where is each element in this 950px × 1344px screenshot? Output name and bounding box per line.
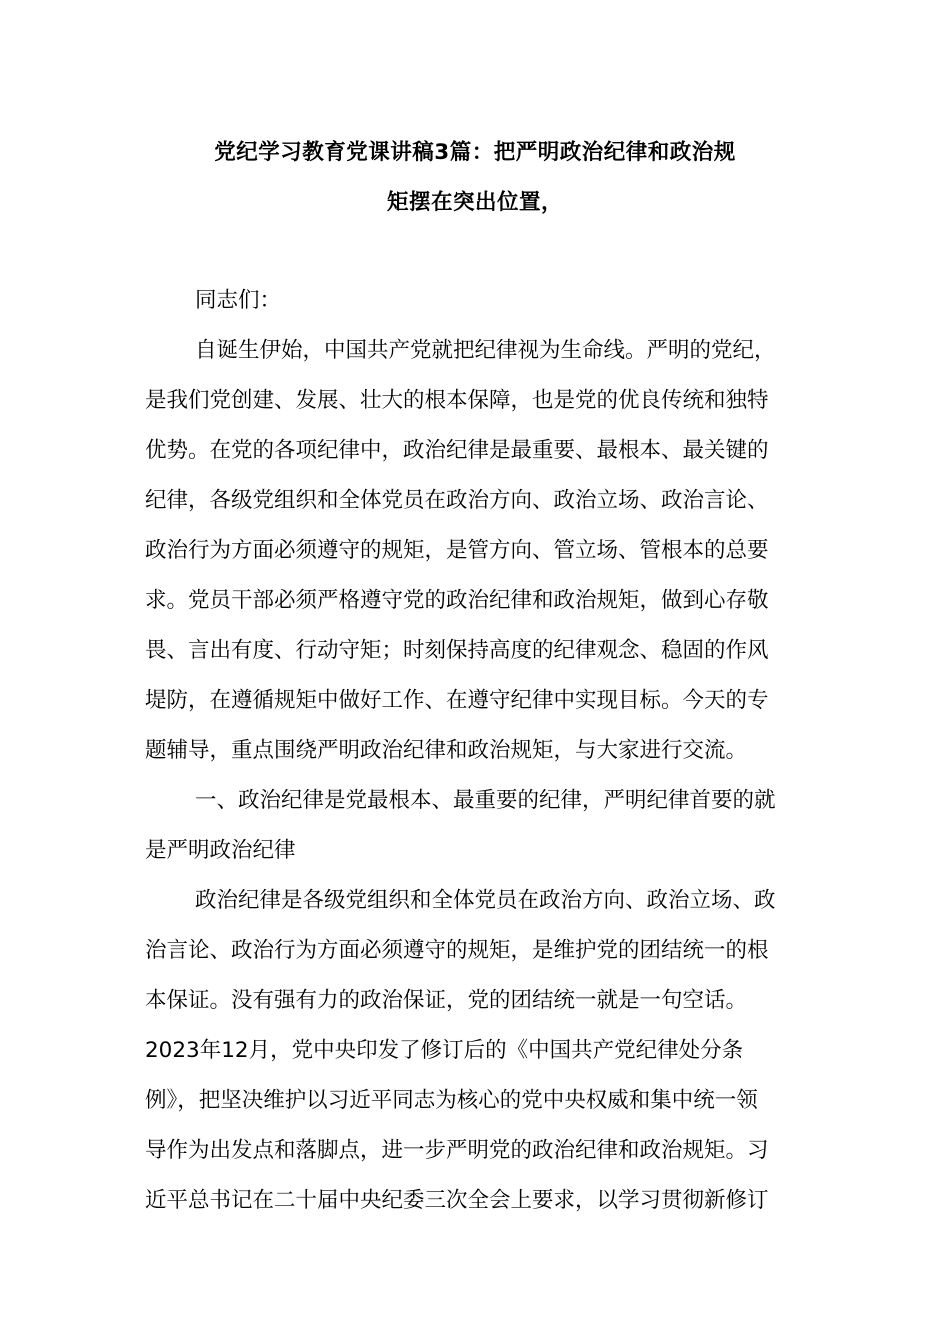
title-line-1: 党纪学习教育党课讲稿3篇：把严明政治纪律和政治规 xyxy=(214,140,736,165)
document-body xyxy=(145,276,805,1226)
section-heading-line-1: 一、政治纪律是党最根本、最重要的纪律，严明纪律首要的就 xyxy=(195,788,776,813)
paragraph-1-line-2: 是我们党创建、发展、壮大的根本保障，也是党的优良传统和独特 xyxy=(145,388,769,413)
salutation: 同志们： xyxy=(195,288,282,313)
paragraph-1-line-7: 畏、言出有度、行动守矩；时刻保持高度的纪律观念、稳固的作风 xyxy=(145,638,769,663)
paragraph-1-line-8: 堤防，在遵循规矩中做好工作、在遵守纪律中实现目标。今天的专 xyxy=(145,688,769,713)
paragraph-2-line-4: 2023年12月，党中央印发了修订后的《中国共产党纪律处分条 xyxy=(145,1038,744,1063)
paragraph-1-line-5: 政治行为方面必须遵守的规矩，是管方向、管立场、管根本的总要 xyxy=(145,538,769,563)
paragraph-2-line-1: 政治纪律是各级党组织和全体党员在政治方向、政治立场、政 xyxy=(195,888,776,913)
paragraph-2-line-7: 近平总书记在二十届中央纪委三次全会上要求，以学习贯彻新修订 xyxy=(145,1188,769,1213)
paragraph-1-line-1: 自诞生伊始，中国共产党就把纪律视为生命线。严明的党纪， xyxy=(195,338,776,363)
document-title xyxy=(145,128,805,228)
paragraph-2-line-3: 本保证。没有强有力的政治保证，党的团结统一就是一句空话。 xyxy=(145,988,748,1013)
title-line-2: 矩摆在突出位置， xyxy=(386,190,563,215)
paragraph-1-line-6: 求。党员干部必须严格遵守党的政治纪律和政治规矩，做到心存敬 xyxy=(145,588,769,613)
paragraph-1-line-3: 优势。在党的各项纪律中，政治纪律是最重要、最根本、最关键的 xyxy=(145,438,769,463)
paragraph-1-line-9: 题辅导，重点围绕严明政治纪律和政治规矩，与大家进行交流。 xyxy=(145,738,748,763)
paragraph-2-line-6: 导作为出发点和落脚点，进一步严明党的政治纪律和政治规矩。习 xyxy=(145,1138,769,1163)
paragraph-2-line-5: 例》，把坚决维护以习近平同志为核心的党中央权威和集中统一领 xyxy=(145,1088,758,1113)
paragraph-1-line-4: 纪律，各级党组织和全体党员在政治方向、政治立场、政治言论、 xyxy=(145,488,769,513)
section-heading-line-2: 是严明政治纪律 xyxy=(145,838,296,863)
paragraph-2-line-2: 治言论、政治行为方面必须遵守的规矩，是维护党的团结统一的根 xyxy=(145,938,769,963)
